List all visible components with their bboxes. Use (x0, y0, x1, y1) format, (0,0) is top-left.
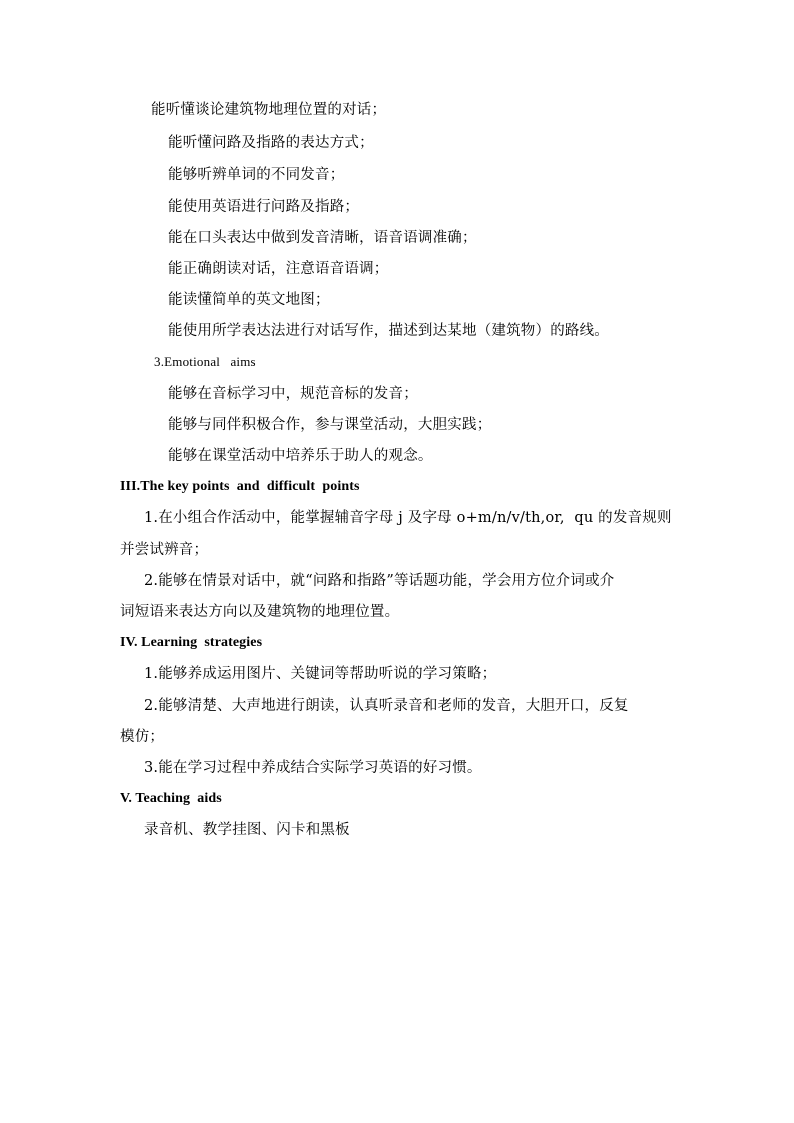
key-point-line: 词短语来表达方向以及建筑物的地理位置。 (120, 604, 400, 620)
teaching-aids-heading: V. Teaching aids (120, 791, 222, 806)
teaching-aids-content: 录音机、教学挂图、闪卡和黑板 (144, 822, 350, 838)
key-point-line: 2.能够在情景对话中，就“问路和指路”等话题功能，学会用方位介词或介 (144, 573, 615, 589)
learning-strategy-line: 1.能够养成运用图片、关键词等帮助听说的学习策略； (144, 666, 497, 682)
skill-aim-line: 能使用英语进行问路及指路； (168, 199, 360, 215)
learning-strategy-line: 2.能够清楚、大声地进行朗读，认真听录音和老师的发音，大胆开口，反复 (144, 698, 629, 714)
key-point-line: 1.在小组合作活动中，能掌握辅音字母 j 及字母 o+m/n/v/th,or, qu 的发音规则 (144, 510, 672, 526)
skill-aim-line: 能正确朗读对话，注意语音语调； (168, 261, 389, 277)
emotional-aim-line: 能够在音标学习中，规范音标的发音； (168, 386, 418, 402)
emotional-aim-line: 能够与同伴积极合作，参与课堂活动，大胆实践； (168, 417, 492, 433)
skill-aim-line: 能使用所学表达法进行对话写作，描述到达某地（建筑物）的路线。 (168, 323, 609, 339)
learning-strategy-line: 模仿； (120, 729, 165, 745)
learning-strategy-line: 3.能在学习过程中养成结合实际学习英语的好习惯。 (144, 760, 482, 776)
emotional-aims-heading: 3.Emotional aims (154, 354, 256, 369)
learning-strategies-heading: IV. Learning strategies (120, 635, 263, 650)
skill-aim-line: 能在口头表达中做到发音清晰，语音语调准确； (168, 230, 477, 246)
skill-aim-line: 能读懂简单的英文地图； (168, 292, 330, 308)
skill-aim-line: 能听懂谈论建筑物地理位置的对话； (151, 102, 387, 118)
emotional-aim-line: 能够在课堂活动中培养乐于助人的观念。 (168, 448, 433, 464)
skill-aim-line: 能够听辨单词的不同发音； (168, 167, 345, 183)
skill-aim-line: 能听懂问路及指路的表达方式； (168, 135, 374, 151)
key-points-heading: III.The key points and difficult points (120, 479, 360, 494)
key-point-line: 并尝试辨音； (120, 542, 209, 558)
